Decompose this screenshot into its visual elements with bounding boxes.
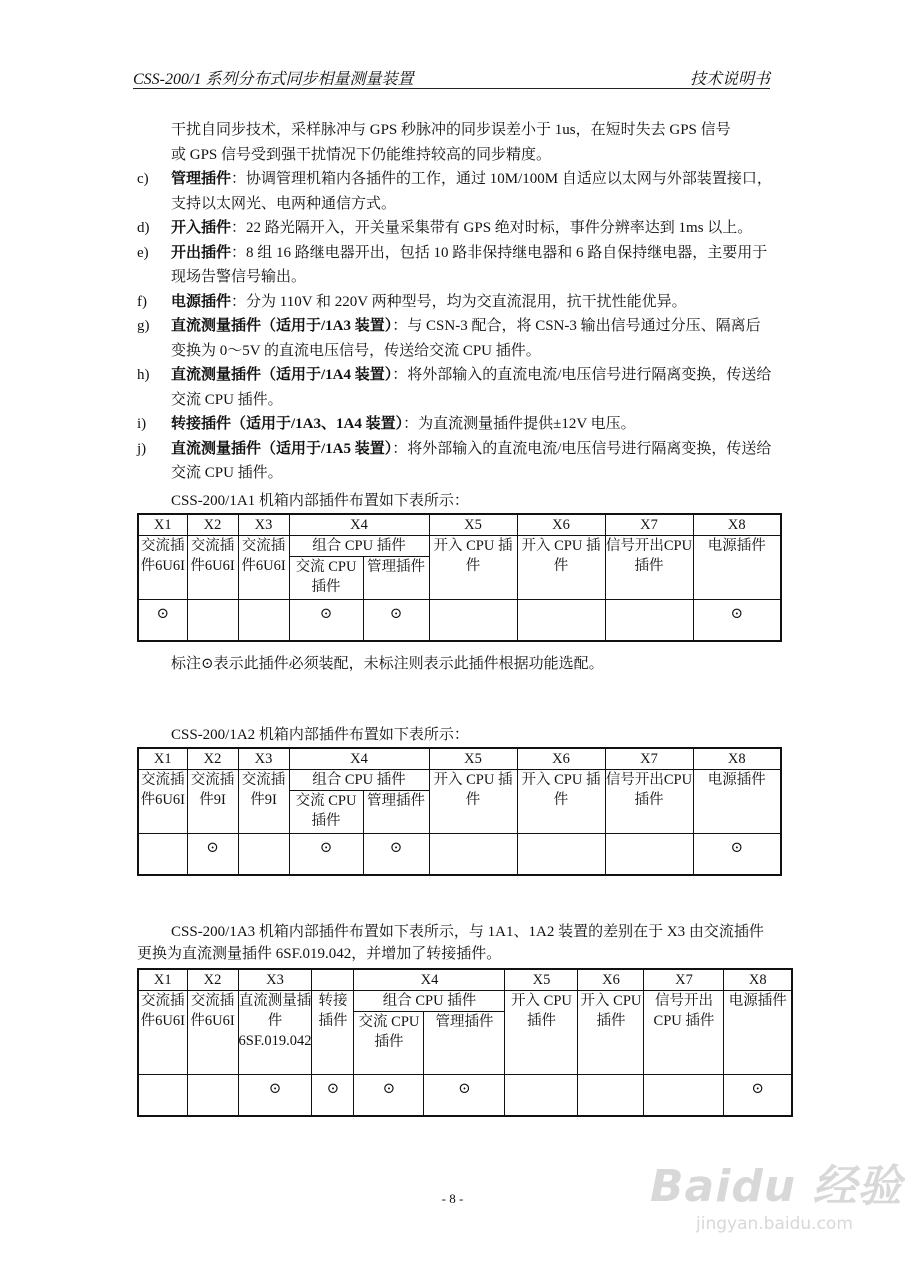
table-cell: 交流插件6U6I: [138, 770, 187, 834]
item-text: ：将外部输入的直流电流/电压信号进行隔离变换，传送给交流 CPU 插件。: [171, 440, 772, 481]
table-caption: CSS-200/1A3 机箱内部插件布置如下表所示，与 1A1、1A2 装置的差别在于 X3 由交流插件更换为直流测量插件 6SF.019.042，并增加了转接插件。: [137, 924, 764, 962]
list-item: [137, 363, 772, 412]
column-header: X5: [429, 748, 517, 770]
intro-line: 干扰自同步技术，采样脉冲与 GPS 秒脉冲的同步误差小于 1us，在短时失去 GPS 信号: [171, 122, 731, 138]
required-mark: [578, 1075, 644, 1117]
required-mark: [605, 600, 693, 642]
table-cell: 组合 CPU 插件: [289, 770, 429, 791]
required-mark: ⊙: [363, 834, 429, 876]
table-cell: 交流 CPU 插件: [289, 557, 363, 600]
required-mark: ⊙: [693, 834, 781, 876]
page-header: [133, 66, 770, 89]
required-mark: [138, 834, 187, 876]
required-mark: ⊙: [289, 600, 363, 642]
table-cell: 交流 CPU 插件: [289, 791, 363, 834]
item-text: ：协调管理机箱内各插件的工作，通过 10M/100M 自适应以太网与外部装置接口，支持以太网光、电两种通信方式。: [171, 171, 772, 212]
required-mark: ⊙: [424, 1075, 505, 1117]
required-mark: [644, 1075, 724, 1117]
table-cell: 管理插件: [363, 791, 429, 834]
table-cell: 电源插件: [693, 536, 781, 600]
table-cell: 组合 CPU 插件: [354, 991, 505, 1012]
item-text: ：22 路光隔开入，开关量采集带有 GPS 绝对时标，事件分辨率达到 1ms 以上。: [231, 220, 753, 236]
header-right: 技术说明书: [689, 71, 770, 88]
list-item: [137, 437, 772, 486]
required-marks-row: [138, 600, 781, 642]
required-mark: [429, 600, 517, 642]
column-header: X8: [724, 969, 792, 991]
required-mark: [238, 600, 289, 642]
item-key: f): [137, 293, 147, 310]
required-mark: ⊙: [724, 1075, 792, 1117]
column-header: X3: [238, 514, 289, 536]
column-header: [312, 969, 354, 991]
required-mark: ⊙: [693, 600, 781, 642]
page-number: - 8 -: [441, 1191, 464, 1206]
column-header: X3: [238, 969, 312, 991]
column-header: X2: [187, 969, 238, 991]
table-cell: 交流插件6U6I: [138, 536, 187, 600]
column-header: X1: [138, 748, 187, 770]
item-key: e): [137, 244, 149, 261]
required-mark: [187, 1075, 238, 1117]
required-mark: [138, 1075, 187, 1117]
header-row: [138, 748, 781, 770]
required-mark: ⊙: [138, 600, 187, 642]
column-header: X2: [187, 748, 238, 770]
header-title: CSS-200/1 系列分布式同步相量测量装置: [133, 71, 414, 88]
column-header: X6: [517, 748, 605, 770]
column-header: X6: [517, 514, 605, 536]
table-cell: 交流 CPU 插件: [354, 1012, 424, 1075]
column-header: X1: [138, 514, 187, 536]
item-text: ：为直流测量插件提供±12V 电压。: [403, 416, 636, 432]
item-text: ：与 CSN-3 配合，将 CSN-3 输出信号通过分压、隔离后变换为 0～5V 的直流电压信号，传送给交流 CPU 插件。: [171, 318, 761, 359]
list-item: [137, 167, 772, 216]
column-header: X8: [693, 514, 781, 536]
table-cell: 交流插件6U6I: [187, 991, 238, 1075]
required-mark: ⊙: [312, 1075, 354, 1117]
column-header: X5: [505, 969, 578, 991]
table-cell: 开入 CPU 插件: [517, 536, 605, 600]
table-cell: 开入 CPU 插件: [429, 770, 517, 834]
item-label: 直流测量插件（适用于/1A5 装置）: [171, 440, 393, 457]
table-cell: 直流测量插件6SF.019.042: [238, 991, 312, 1075]
table-caption: CSS-200/1A2 机箱内部插件布置如下表所示：: [171, 727, 469, 743]
required-mark: ⊙: [354, 1075, 424, 1117]
item-key: c): [137, 171, 149, 187]
required-mark: ⊙: [238, 1075, 312, 1117]
column-header: X2: [187, 514, 238, 536]
table-cell: 交流插件6U6I: [187, 536, 238, 600]
table-cell: 信号开出CPU 插件: [605, 536, 693, 600]
table-cell: 开入 CPU插件: [505, 991, 578, 1075]
column-header: X4: [289, 514, 429, 536]
required-mark: [187, 600, 238, 642]
item-key: d): [137, 220, 150, 236]
item-text: ：分为 110V 和 220V 两种型号，均为交直流混用，抗干扰性能优异。: [231, 293, 687, 310]
plugin-layout-table: [137, 747, 782, 876]
table-cell: 开入 CPU插件: [578, 991, 644, 1075]
plugin-layout-table: [137, 968, 793, 1117]
required-marks-row: [138, 1075, 792, 1117]
watermark-logo: Baidu 经验 jingyan.baidu.com: [650, 1161, 903, 1234]
column-header: X7: [605, 514, 693, 536]
table-cell: 管理插件: [363, 557, 429, 600]
required-mark: [517, 600, 605, 642]
column-header: X7: [644, 969, 724, 991]
required-marks-row: [138, 834, 781, 876]
item-label: 转接插件（适用于/1A3、1A4 装置）: [171, 416, 404, 432]
item-label: 开出插件: [171, 244, 232, 261]
item-label: 开入插件: [171, 220, 232, 236]
column-header: X6: [578, 969, 644, 991]
table-caption: CSS-200/1A1 机箱内部插件布置如下表所示：: [171, 493, 469, 509]
item-text: ：将外部输入的直流电流/电压信号进行隔离变换，传送给交流 CPU 插件。: [171, 367, 772, 408]
table-cell: 交流插件6U6I: [138, 991, 187, 1075]
column-header: X7: [605, 748, 693, 770]
table-cell: 开入 CPU 插件: [429, 536, 517, 600]
required-mark: [238, 834, 289, 876]
required-mark: ⊙: [187, 834, 238, 876]
list-item: [137, 314, 772, 363]
list-item: [137, 412, 772, 437]
table-cell: 组合 CPU 插件: [289, 536, 429, 557]
intro-line: 或 GPS 信号受到强干扰情况下仍能维持较高的同步精度。: [171, 146, 552, 163]
table-cell: 开入 CPU 插件: [517, 770, 605, 834]
column-header: X4: [354, 969, 505, 991]
list-item: [137, 290, 772, 315]
list-item: [137, 216, 772, 241]
item-key: i): [137, 416, 147, 432]
table-cell: 转接插件: [312, 991, 354, 1075]
table-cell: 交流插件9I: [187, 770, 238, 834]
required-mark: ⊙: [363, 600, 429, 642]
required-mark: [605, 834, 693, 876]
required-mark: [517, 834, 605, 876]
table-cell: 电源插件: [724, 991, 792, 1075]
header-row: [138, 514, 781, 536]
item-key: j): [137, 440, 147, 457]
table-cell: 交流插件6U6I: [238, 536, 289, 600]
table-cell: 交流插件9I: [238, 770, 289, 834]
table-cell: 信号开出CPU 插件: [644, 991, 724, 1075]
legend-note: 标注⊙表示此插件必须装配，未标注则表示此插件根据功能选配。: [171, 656, 604, 672]
item-label: 直流测量插件（适用于/1A3 装置）: [171, 318, 393, 334]
table-cell: 信号开出CPU 插件: [605, 770, 693, 834]
body-text: [137, 118, 772, 486]
table-cell: 管理插件: [424, 1012, 505, 1075]
column-header: X8: [693, 748, 781, 770]
column-header: X3: [238, 748, 289, 770]
required-mark: [429, 834, 517, 876]
item-key: h): [137, 367, 150, 383]
required-mark: [505, 1075, 578, 1117]
plugin-layout-table: [137, 513, 782, 642]
item-label: 管理插件: [171, 171, 232, 187]
item-text: ：8 组 16 路继电器开出，包括 10 路非保持继电器和 6 路自保持继电器，主要用于现场告警信号输出。: [171, 244, 768, 285]
list-item: [137, 241, 772, 290]
column-header: X4: [289, 748, 429, 770]
table-cell: 电源插件: [693, 770, 781, 834]
column-header: X5: [429, 514, 517, 536]
required-mark: ⊙: [289, 834, 363, 876]
item-key: g): [137, 318, 150, 334]
item-label: 电源插件: [171, 293, 232, 310]
header-row: [138, 969, 792, 991]
item-label: 直流测量插件（适用于/1A4 装置）: [171, 367, 393, 383]
column-header: X1: [138, 969, 187, 991]
